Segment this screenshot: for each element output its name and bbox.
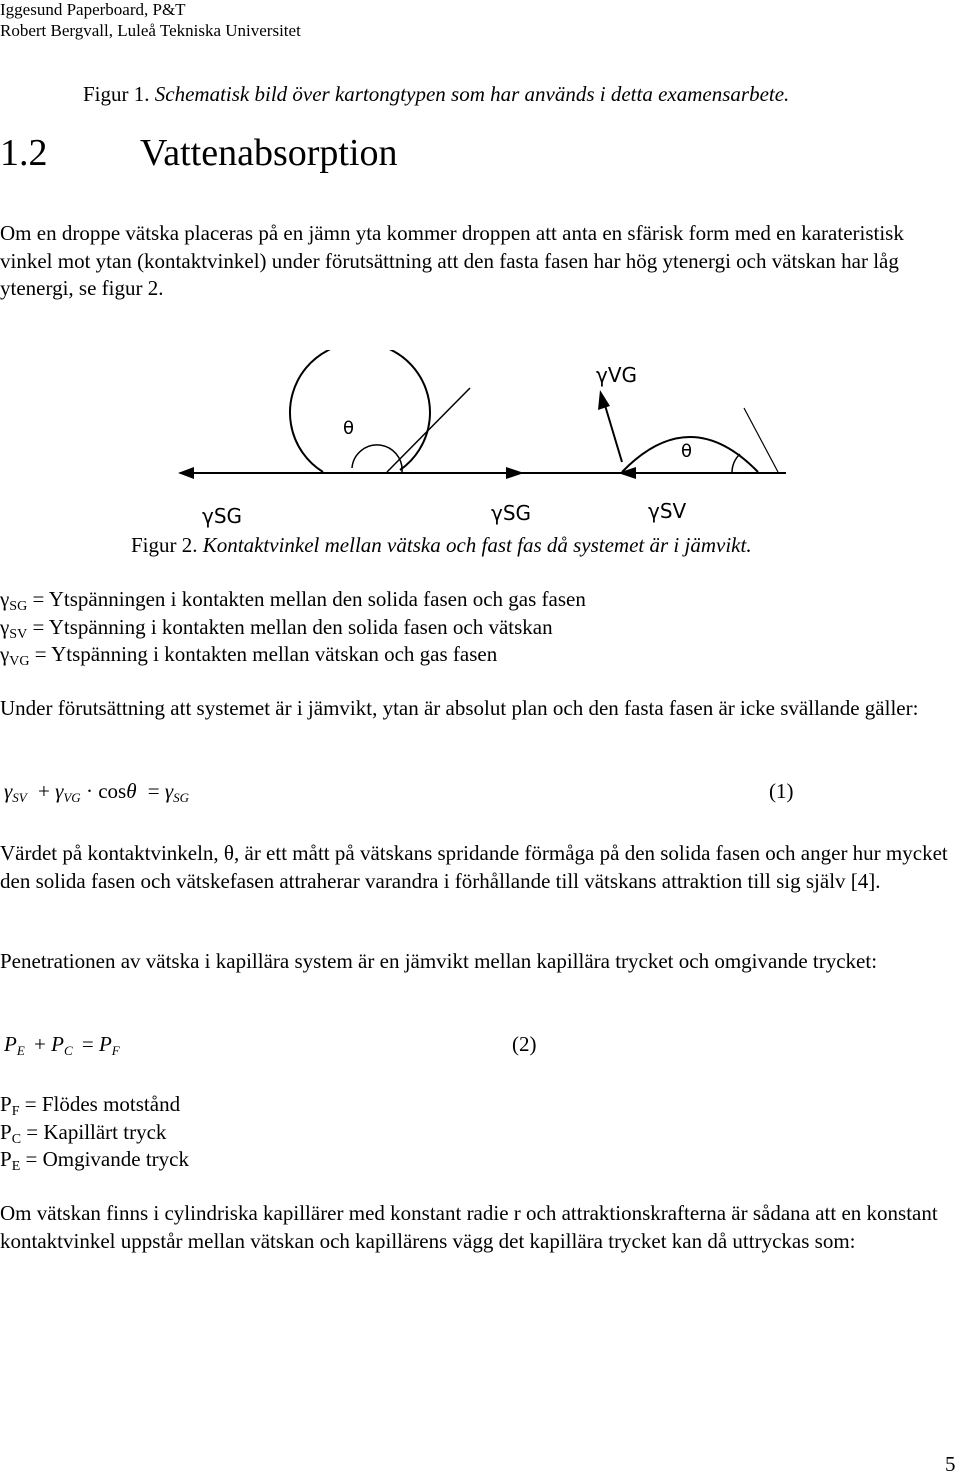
definition-symbol: P	[0, 1092, 12, 1116]
eq-subscript: SV	[12, 790, 27, 805]
eq-symbol: P	[98, 1032, 112, 1056]
definition-subscript: C	[11, 1132, 22, 1147]
eq-operator: +	[34, 1032, 46, 1056]
gamma-vg-label: γVG	[596, 363, 638, 387]
paragraph-contact-angle-meaning: Värdet på kontaktvinkeln, θ, är ett mått på vätskans spridande förmåga på den solida fasen och anger hur mycket den solida fasen och vätskefasen attraherar varandra i förhållande till vätskans attraktion till sig själv [4].	[0, 841, 948, 893]
arrow-mid-head	[506, 467, 524, 479]
figure1-caption-text: Schematisk bild över kartongtypen som har används i detta examensarbete.	[149, 82, 790, 106]
left-angle-arc	[352, 445, 402, 472]
eq-symbol: γ	[4, 779, 13, 803]
paragraph-capillary-pressure: Om vätskan finns i cylindriska kapillärer med konstant radie r och attraktionskrafterna är sådana att en konstant kontaktvinkel uppstår mellan vätskan och kapillärens vägg det kapillära trycket kan då uttryckas som:	[0, 1201, 938, 1253]
gamma-sg-mid-label: γSG	[491, 501, 532, 525]
definition-gamma-sv	[0, 615, 553, 640]
eq-operator: =	[81, 1032, 94, 1056]
equation-2-number: (2)	[512, 1032, 537, 1056]
eq-operator: +	[37, 779, 50, 803]
definition-symbol: P	[0, 1147, 12, 1171]
definition-subscript: VG	[9, 654, 30, 669]
left-theta-label: θ	[343, 418, 355, 439]
equation-pressure-balance	[4, 1032, 120, 1057]
section-title: Vattenabsorption	[140, 132, 398, 174]
definition-subscript: E	[11, 1159, 21, 1174]
definition-subscript: SV	[9, 627, 28, 642]
eq-function: · cos	[85, 779, 127, 803]
definition-subscript: F	[11, 1104, 20, 1119]
gamma-sg-left-label: γSG	[202, 504, 243, 528]
definition-symbol: γ	[0, 642, 10, 666]
eq-subscript: C	[63, 1043, 73, 1058]
figure2-caption-text: Kontaktvinkel mellan vätska och fast fas då systemet är i jämvikt.	[197, 533, 752, 557]
page-number: 5	[945, 1452, 956, 1476]
equation-young	[4, 779, 189, 804]
figure1-caption	[83, 82, 789, 107]
definition-p-f	[0, 1092, 180, 1117]
paragraph-penetration: Penetrationen av vätska i kapillära system är en jämvikt mellan kapillära trycket och omgivande trycket:	[0, 949, 878, 973]
eq-operator: =	[147, 779, 160, 803]
eq-subscript: VG	[63, 790, 81, 805]
paragraph-contact-angle-intro: Om en droppe vätska placeras på en jämn yta kommer droppen att anta en sfärisk form med en karateristisk vinkel mot ytan (kontaktvinkel) under förutsättning att den fasta fasen har hög ytenergi och vätskan har låg ytenergi, se figur 2.	[0, 221, 904, 300]
gamma-vg-arrow-shaft	[604, 402, 622, 462]
eq-subscript: E	[16, 1043, 25, 1058]
paragraph-equilibrium-condition: Under förutsättning att systemet är i jämvikt, ytan är absolut plan och den fasta fasen är icke svällande gäller:	[0, 696, 919, 720]
eq-symbol: θ	[126, 779, 137, 803]
arrow-left-head	[178, 467, 194, 479]
gamma-vg-arrow-head	[598, 390, 610, 410]
eq-symbol: γ	[55, 779, 64, 803]
eq-subscript: SG	[173, 790, 190, 805]
definition-text: = Ytspänning i kontakten mellan vätskan och gas fasen	[29, 642, 498, 666]
definition-text: = Kapillärt tryck	[21, 1120, 167, 1144]
definition-gamma-sg	[0, 587, 586, 612]
definition-text: = Omgivande tryck	[20, 1147, 189, 1171]
header-author: Robert Bergvall, Luleå Tekniska Universitet	[0, 21, 301, 40]
definition-symbol: γ	[0, 615, 10, 639]
figure1-caption-prefix: Figur 1.	[83, 82, 150, 106]
definition-p-c	[0, 1120, 166, 1145]
header-company: Iggesund Paperboard, P&T	[0, 0, 186, 19]
definition-text: = Ytspänning i kontakten mellan den solida fasen och vätskan	[27, 615, 553, 639]
eq-symbol: γ	[164, 779, 174, 803]
arrow-right-head	[618, 467, 636, 479]
gamma-sv-label: γSV	[648, 499, 687, 523]
eq-symbol: P	[51, 1032, 64, 1056]
definition-gamma-vg	[0, 642, 497, 667]
left-drop-outline	[290, 350, 430, 472]
definition-text: = Ytspänningen i kontakten mellan den solida fasen och gas fasen	[27, 587, 586, 611]
definition-symbol: P	[0, 1120, 12, 1144]
definition-text: = Flödes motstånd	[19, 1092, 181, 1116]
figure2-caption	[131, 533, 752, 558]
section-number: 1.2	[0, 132, 48, 174]
definition-p-e	[0, 1147, 189, 1172]
figure2-caption-prefix: Figur 2.	[131, 533, 198, 557]
right-theta-label: θ	[681, 441, 693, 462]
equation-1-number: (1)	[769, 779, 794, 803]
definition-subscript: SG	[9, 599, 28, 614]
eq-subscript: F	[111, 1043, 120, 1058]
definition-symbol: γ	[0, 587, 10, 611]
eq-symbol: P	[4, 1032, 17, 1056]
contact-angle-diagram	[0, 350, 960, 535]
right-angle-arc	[732, 454, 740, 472]
